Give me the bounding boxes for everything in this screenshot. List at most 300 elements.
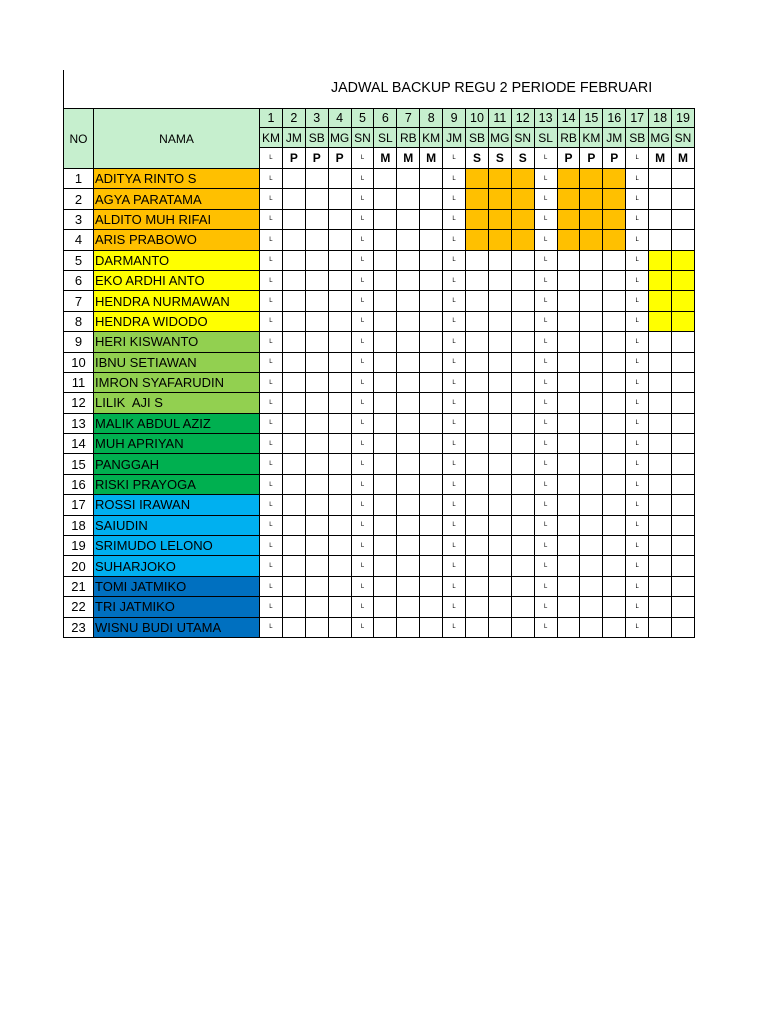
row-name: IBNU SETIAWAN bbox=[94, 352, 260, 372]
schedule-cell bbox=[649, 189, 672, 209]
off-marker-cell: L bbox=[443, 393, 466, 413]
schedule-cell bbox=[672, 536, 695, 556]
duty-cell bbox=[580, 189, 603, 209]
off-marker-cell: L bbox=[534, 597, 557, 617]
schedule-cell bbox=[374, 434, 397, 454]
schedule-cell bbox=[580, 393, 603, 413]
off-marker-cell: L bbox=[534, 209, 557, 229]
schedule-table bbox=[63, 108, 695, 638]
schedule-cell bbox=[305, 230, 328, 250]
header-shift-cell: S bbox=[466, 148, 489, 169]
schedule-cell bbox=[511, 597, 534, 617]
schedule-cell bbox=[488, 413, 511, 433]
off-marker-cell: L bbox=[626, 474, 649, 494]
off-marker-cell: L bbox=[351, 597, 374, 617]
schedule-cell bbox=[557, 413, 580, 433]
header-date-cell: 6 bbox=[374, 109, 397, 128]
schedule-cell bbox=[305, 291, 328, 311]
off-marker-cell: L bbox=[443, 556, 466, 576]
off-marker-cell: L bbox=[443, 536, 466, 556]
off-marker-cell: L bbox=[260, 230, 283, 250]
table-row bbox=[64, 495, 695, 515]
schedule-cell bbox=[397, 495, 420, 515]
schedule-cell bbox=[305, 169, 328, 189]
header-shift-cell: P bbox=[328, 148, 351, 169]
off-marker-cell: L bbox=[260, 209, 283, 229]
row-name: ADITYA RINTO S bbox=[94, 169, 260, 189]
schedule-cell bbox=[328, 352, 351, 372]
off-marker-cell: L bbox=[260, 454, 283, 474]
header-day-cell: MG bbox=[328, 128, 351, 148]
header-day-cell: JM bbox=[603, 128, 626, 148]
schedule-cell bbox=[374, 270, 397, 290]
schedule-cell bbox=[305, 311, 328, 331]
row-number: 19 bbox=[64, 536, 94, 556]
off-marker-cell: L bbox=[626, 230, 649, 250]
schedule-cell bbox=[580, 250, 603, 270]
schedule-cell bbox=[282, 576, 305, 596]
row-number: 11 bbox=[64, 372, 94, 392]
off-marker-cell: L bbox=[626, 270, 649, 290]
off-marker-cell: L bbox=[260, 556, 283, 576]
row-number: 13 bbox=[64, 413, 94, 433]
schedule-cell bbox=[397, 270, 420, 290]
header-date-cell: 17 bbox=[626, 109, 649, 128]
off-marker-cell: L bbox=[626, 536, 649, 556]
off-marker-cell: L bbox=[260, 332, 283, 352]
schedule-cell bbox=[511, 372, 534, 392]
header-day-cell: RB bbox=[557, 128, 580, 148]
row-number: 7 bbox=[64, 291, 94, 311]
schedule-cell bbox=[580, 515, 603, 535]
row-number: 20 bbox=[64, 556, 94, 576]
off-marker-cell: L bbox=[443, 332, 466, 352]
duty-cell bbox=[580, 230, 603, 250]
schedule-cell bbox=[420, 536, 443, 556]
schedule-cell bbox=[466, 413, 489, 433]
schedule-cell bbox=[420, 311, 443, 331]
off-marker-cell: L bbox=[626, 393, 649, 413]
off-marker-cell: L bbox=[351, 454, 374, 474]
header-shift-cell: P bbox=[282, 148, 305, 169]
schedule-cell bbox=[580, 454, 603, 474]
row-name: HENDRA NURMAWAN bbox=[94, 291, 260, 311]
duty-cell bbox=[466, 209, 489, 229]
schedule-cell bbox=[557, 434, 580, 454]
schedule-cell bbox=[305, 576, 328, 596]
row-number: 17 bbox=[64, 495, 94, 515]
off-marker-cell: L bbox=[534, 291, 557, 311]
row-name: DARMANTO bbox=[94, 250, 260, 270]
schedule-cell bbox=[580, 495, 603, 515]
schedule-cell bbox=[603, 536, 626, 556]
row-number: 6 bbox=[64, 270, 94, 290]
schedule-cell bbox=[420, 495, 443, 515]
schedule-cell bbox=[305, 372, 328, 392]
header-date-cell: 13 bbox=[534, 109, 557, 128]
schedule-cell bbox=[328, 617, 351, 637]
off-marker-cell: L bbox=[351, 270, 374, 290]
duty-cell bbox=[672, 270, 695, 290]
schedule-cell bbox=[603, 495, 626, 515]
schedule-cell bbox=[397, 189, 420, 209]
row-number: 23 bbox=[64, 617, 94, 637]
schedule-cell bbox=[282, 597, 305, 617]
schedule-cell bbox=[511, 332, 534, 352]
schedule-cell bbox=[328, 230, 351, 250]
schedule-cell bbox=[649, 352, 672, 372]
row-number: 4 bbox=[64, 230, 94, 250]
table-body bbox=[64, 169, 695, 638]
schedule-cell bbox=[603, 291, 626, 311]
duty-cell bbox=[603, 230, 626, 250]
schedule-cell bbox=[374, 556, 397, 576]
schedule-cell bbox=[603, 576, 626, 596]
off-marker-cell: L bbox=[351, 536, 374, 556]
schedule-cell bbox=[328, 495, 351, 515]
schedule-cell bbox=[305, 515, 328, 535]
header-shift-cell: P bbox=[305, 148, 328, 169]
schedule-cell bbox=[397, 372, 420, 392]
row-number: 12 bbox=[64, 393, 94, 413]
schedule-cell bbox=[305, 434, 328, 454]
row-name: WISNU BUDI UTAMA bbox=[94, 617, 260, 637]
off-marker-cell: L bbox=[443, 515, 466, 535]
header-date-cell: 11 bbox=[488, 109, 511, 128]
off-marker-cell: L bbox=[260, 250, 283, 270]
duty-cell bbox=[488, 169, 511, 189]
page-title: JADWAL BACKUP REGU 2 PERIODE FEBRUARI bbox=[331, 80, 653, 96]
schedule-cell bbox=[466, 495, 489, 515]
schedule-cell bbox=[420, 372, 443, 392]
table-row bbox=[64, 311, 695, 331]
schedule-cell bbox=[672, 434, 695, 454]
table-row bbox=[64, 209, 695, 229]
header-day-cell: JM bbox=[282, 128, 305, 148]
off-marker-cell: L bbox=[534, 576, 557, 596]
header-date-cell: 19 bbox=[672, 109, 695, 128]
off-marker-cell: L bbox=[351, 209, 374, 229]
off-marker-cell: L bbox=[443, 352, 466, 372]
off-marker-cell: L bbox=[443, 617, 466, 637]
off-marker-cell: L bbox=[534, 536, 557, 556]
off-marker-cell: L bbox=[260, 617, 283, 637]
schedule-cell bbox=[672, 230, 695, 250]
schedule-cell bbox=[305, 413, 328, 433]
off-marker-cell: L bbox=[351, 515, 374, 535]
header-off-marker: L bbox=[534, 148, 557, 169]
duty-cell bbox=[603, 189, 626, 209]
schedule-cell bbox=[603, 311, 626, 331]
schedule-cell bbox=[328, 536, 351, 556]
schedule-cell bbox=[397, 617, 420, 637]
row-number: 3 bbox=[64, 209, 94, 229]
row-name: MUH APRIYAN bbox=[94, 434, 260, 454]
schedule-cell bbox=[488, 454, 511, 474]
schedule-cell bbox=[672, 454, 695, 474]
schedule-cell bbox=[672, 189, 695, 209]
row-number: 8 bbox=[64, 311, 94, 331]
schedule-cell bbox=[649, 393, 672, 413]
schedule-cell bbox=[511, 474, 534, 494]
title-left-border bbox=[63, 70, 65, 109]
schedule-cell bbox=[672, 372, 695, 392]
off-marker-cell: L bbox=[534, 352, 557, 372]
table-header bbox=[64, 109, 695, 169]
off-marker-cell: L bbox=[260, 515, 283, 535]
schedule-cell bbox=[466, 515, 489, 535]
header-day-cell: KM bbox=[260, 128, 283, 148]
schedule-cell bbox=[397, 556, 420, 576]
schedule-cell bbox=[557, 515, 580, 535]
table-row bbox=[64, 515, 695, 535]
schedule-cell bbox=[672, 515, 695, 535]
schedule-cell bbox=[397, 536, 420, 556]
schedule-cell bbox=[374, 169, 397, 189]
schedule-cell bbox=[420, 169, 443, 189]
off-marker-cell: L bbox=[626, 515, 649, 535]
off-marker-cell: L bbox=[443, 495, 466, 515]
row-number: 14 bbox=[64, 434, 94, 454]
schedule-cell bbox=[488, 495, 511, 515]
schedule-cell bbox=[328, 413, 351, 433]
row-name: MALIK ABDUL AZIZ bbox=[94, 413, 260, 433]
schedule-cell bbox=[328, 311, 351, 331]
schedule-cell bbox=[466, 434, 489, 454]
off-marker-cell: L bbox=[260, 352, 283, 372]
schedule-cell bbox=[557, 556, 580, 576]
schedule-cell bbox=[557, 352, 580, 372]
off-marker-cell: L bbox=[626, 332, 649, 352]
off-marker-cell: L bbox=[626, 372, 649, 392]
schedule-cell bbox=[580, 597, 603, 617]
off-marker-cell: L bbox=[626, 169, 649, 189]
row-number: 2 bbox=[64, 189, 94, 209]
schedule-cell bbox=[374, 352, 397, 372]
off-marker-cell: L bbox=[351, 352, 374, 372]
schedule-cell bbox=[466, 597, 489, 617]
schedule-cell bbox=[282, 474, 305, 494]
schedule-cell bbox=[282, 230, 305, 250]
row-name: SRIMUDO LELONO bbox=[94, 536, 260, 556]
schedule-cell bbox=[328, 393, 351, 413]
off-marker-cell: L bbox=[626, 291, 649, 311]
schedule-cell bbox=[603, 393, 626, 413]
header-shift-cell: P bbox=[557, 148, 580, 169]
off-marker-cell: L bbox=[260, 189, 283, 209]
schedule-cell bbox=[672, 332, 695, 352]
duty-cell bbox=[649, 250, 672, 270]
schedule-cell bbox=[374, 474, 397, 494]
row-name: LILIK AJI S bbox=[94, 393, 260, 413]
schedule-cell bbox=[420, 474, 443, 494]
off-marker-cell: L bbox=[443, 311, 466, 331]
schedule-cell bbox=[672, 169, 695, 189]
header-day-cell: SB bbox=[626, 128, 649, 148]
schedule-cell bbox=[282, 393, 305, 413]
schedule-cell bbox=[511, 515, 534, 535]
schedule-cell bbox=[649, 454, 672, 474]
schedule-cell bbox=[488, 291, 511, 311]
duty-cell bbox=[672, 311, 695, 331]
off-marker-cell: L bbox=[260, 372, 283, 392]
duty-cell bbox=[511, 209, 534, 229]
row-name: ARIS PRABOWO bbox=[94, 230, 260, 250]
off-marker-cell: L bbox=[626, 352, 649, 372]
off-marker-cell: L bbox=[534, 372, 557, 392]
schedule-cell bbox=[466, 474, 489, 494]
off-marker-cell: L bbox=[443, 169, 466, 189]
header-shift-cell: M bbox=[374, 148, 397, 169]
schedule-cell bbox=[282, 250, 305, 270]
schedule-cell bbox=[557, 311, 580, 331]
schedule-cell bbox=[282, 332, 305, 352]
row-name: ROSSI IRAWAN bbox=[94, 495, 260, 515]
duty-cell bbox=[488, 209, 511, 229]
schedule-cell bbox=[672, 209, 695, 229]
off-marker-cell: L bbox=[443, 250, 466, 270]
row-number: 10 bbox=[64, 352, 94, 372]
header-day-cell: SN bbox=[511, 128, 534, 148]
duty-cell bbox=[488, 189, 511, 209]
header-day-cell: MG bbox=[488, 128, 511, 148]
schedule-cell bbox=[305, 352, 328, 372]
schedule-cell bbox=[305, 617, 328, 637]
schedule-cell bbox=[488, 434, 511, 454]
schedule-cell bbox=[397, 393, 420, 413]
schedule-cell bbox=[603, 250, 626, 270]
schedule-cell bbox=[374, 189, 397, 209]
schedule-cell bbox=[328, 556, 351, 576]
table-row bbox=[64, 576, 695, 596]
header-day-cell: SN bbox=[351, 128, 374, 148]
duty-cell bbox=[649, 270, 672, 290]
off-marker-cell: L bbox=[626, 454, 649, 474]
header-no: NO bbox=[64, 109, 94, 169]
schedule-cell bbox=[466, 536, 489, 556]
off-marker-cell: L bbox=[351, 372, 374, 392]
schedule-cell bbox=[328, 189, 351, 209]
off-marker-cell: L bbox=[351, 576, 374, 596]
header-shift-cell: S bbox=[488, 148, 511, 169]
schedule-cell bbox=[603, 434, 626, 454]
row-name: IMRON SYAFARUDIN bbox=[94, 372, 260, 392]
off-marker-cell: L bbox=[260, 474, 283, 494]
off-marker-cell: L bbox=[260, 597, 283, 617]
header-day-cell: JM bbox=[443, 128, 466, 148]
schedule-cell bbox=[557, 597, 580, 617]
schedule-cell bbox=[282, 189, 305, 209]
off-marker-cell: L bbox=[534, 474, 557, 494]
off-marker-cell: L bbox=[443, 189, 466, 209]
off-marker-cell: L bbox=[534, 270, 557, 290]
row-name: HERI KISWANTO bbox=[94, 332, 260, 352]
off-marker-cell: L bbox=[260, 169, 283, 189]
header-date-cell: 15 bbox=[580, 109, 603, 128]
schedule-cell bbox=[603, 332, 626, 352]
schedule-cell bbox=[580, 413, 603, 433]
off-marker-cell: L bbox=[443, 372, 466, 392]
schedule-cell bbox=[282, 209, 305, 229]
off-marker-cell: L bbox=[626, 576, 649, 596]
off-marker-cell: L bbox=[534, 393, 557, 413]
schedule-cell bbox=[420, 556, 443, 576]
schedule-cell bbox=[580, 474, 603, 494]
header-date-cell: 3 bbox=[305, 109, 328, 128]
duty-cell bbox=[557, 189, 580, 209]
off-marker-cell: L bbox=[626, 311, 649, 331]
schedule-cell bbox=[328, 434, 351, 454]
table-row bbox=[64, 474, 695, 494]
duty-cell bbox=[672, 250, 695, 270]
schedule-cell bbox=[649, 536, 672, 556]
row-number: 9 bbox=[64, 332, 94, 352]
schedule-cell bbox=[374, 576, 397, 596]
schedule-cell bbox=[488, 617, 511, 637]
schedule-cell bbox=[580, 270, 603, 290]
schedule-cell bbox=[282, 291, 305, 311]
duty-cell bbox=[672, 291, 695, 311]
off-marker-cell: L bbox=[260, 291, 283, 311]
schedule-cell bbox=[420, 291, 443, 311]
schedule-cell bbox=[580, 352, 603, 372]
schedule-cell bbox=[649, 474, 672, 494]
schedule-cell bbox=[557, 291, 580, 311]
schedule-cell bbox=[420, 434, 443, 454]
off-marker-cell: L bbox=[534, 332, 557, 352]
schedule-cell bbox=[603, 352, 626, 372]
schedule-cell bbox=[511, 352, 534, 372]
schedule-cell bbox=[374, 291, 397, 311]
header-shift-cell: S bbox=[511, 148, 534, 169]
schedule-cell bbox=[466, 352, 489, 372]
schedule-cell bbox=[420, 454, 443, 474]
header-date-cell: 1 bbox=[260, 109, 283, 128]
schedule-cell bbox=[649, 169, 672, 189]
schedule-cell bbox=[672, 393, 695, 413]
schedule-cell bbox=[580, 434, 603, 454]
off-marker-cell: L bbox=[534, 413, 557, 433]
header-shift-cell: P bbox=[603, 148, 626, 169]
schedule-cell bbox=[488, 515, 511, 535]
schedule-cell bbox=[580, 311, 603, 331]
header-date-cell: 10 bbox=[466, 109, 489, 128]
off-marker-cell: L bbox=[443, 209, 466, 229]
schedule-cell bbox=[603, 556, 626, 576]
table-row bbox=[64, 352, 695, 372]
schedule-cell bbox=[420, 270, 443, 290]
off-marker-cell: L bbox=[534, 515, 557, 535]
header-day-cell: SB bbox=[466, 128, 489, 148]
schedule-cell bbox=[397, 474, 420, 494]
schedule-cell bbox=[603, 270, 626, 290]
table-row bbox=[64, 434, 695, 454]
schedule-cell bbox=[305, 597, 328, 617]
row-name: SUHARJOKO bbox=[94, 556, 260, 576]
schedule-cell bbox=[511, 617, 534, 637]
header-day-cell: SN bbox=[672, 128, 695, 148]
schedule-cell bbox=[397, 230, 420, 250]
schedule-cell bbox=[305, 393, 328, 413]
schedule-cell bbox=[488, 372, 511, 392]
schedule-cell bbox=[557, 576, 580, 596]
off-marker-cell: L bbox=[351, 495, 374, 515]
schedule-cell bbox=[649, 332, 672, 352]
off-marker-cell: L bbox=[443, 413, 466, 433]
off-marker-cell: L bbox=[534, 230, 557, 250]
row-number: 16 bbox=[64, 474, 94, 494]
schedule-cell bbox=[649, 413, 672, 433]
